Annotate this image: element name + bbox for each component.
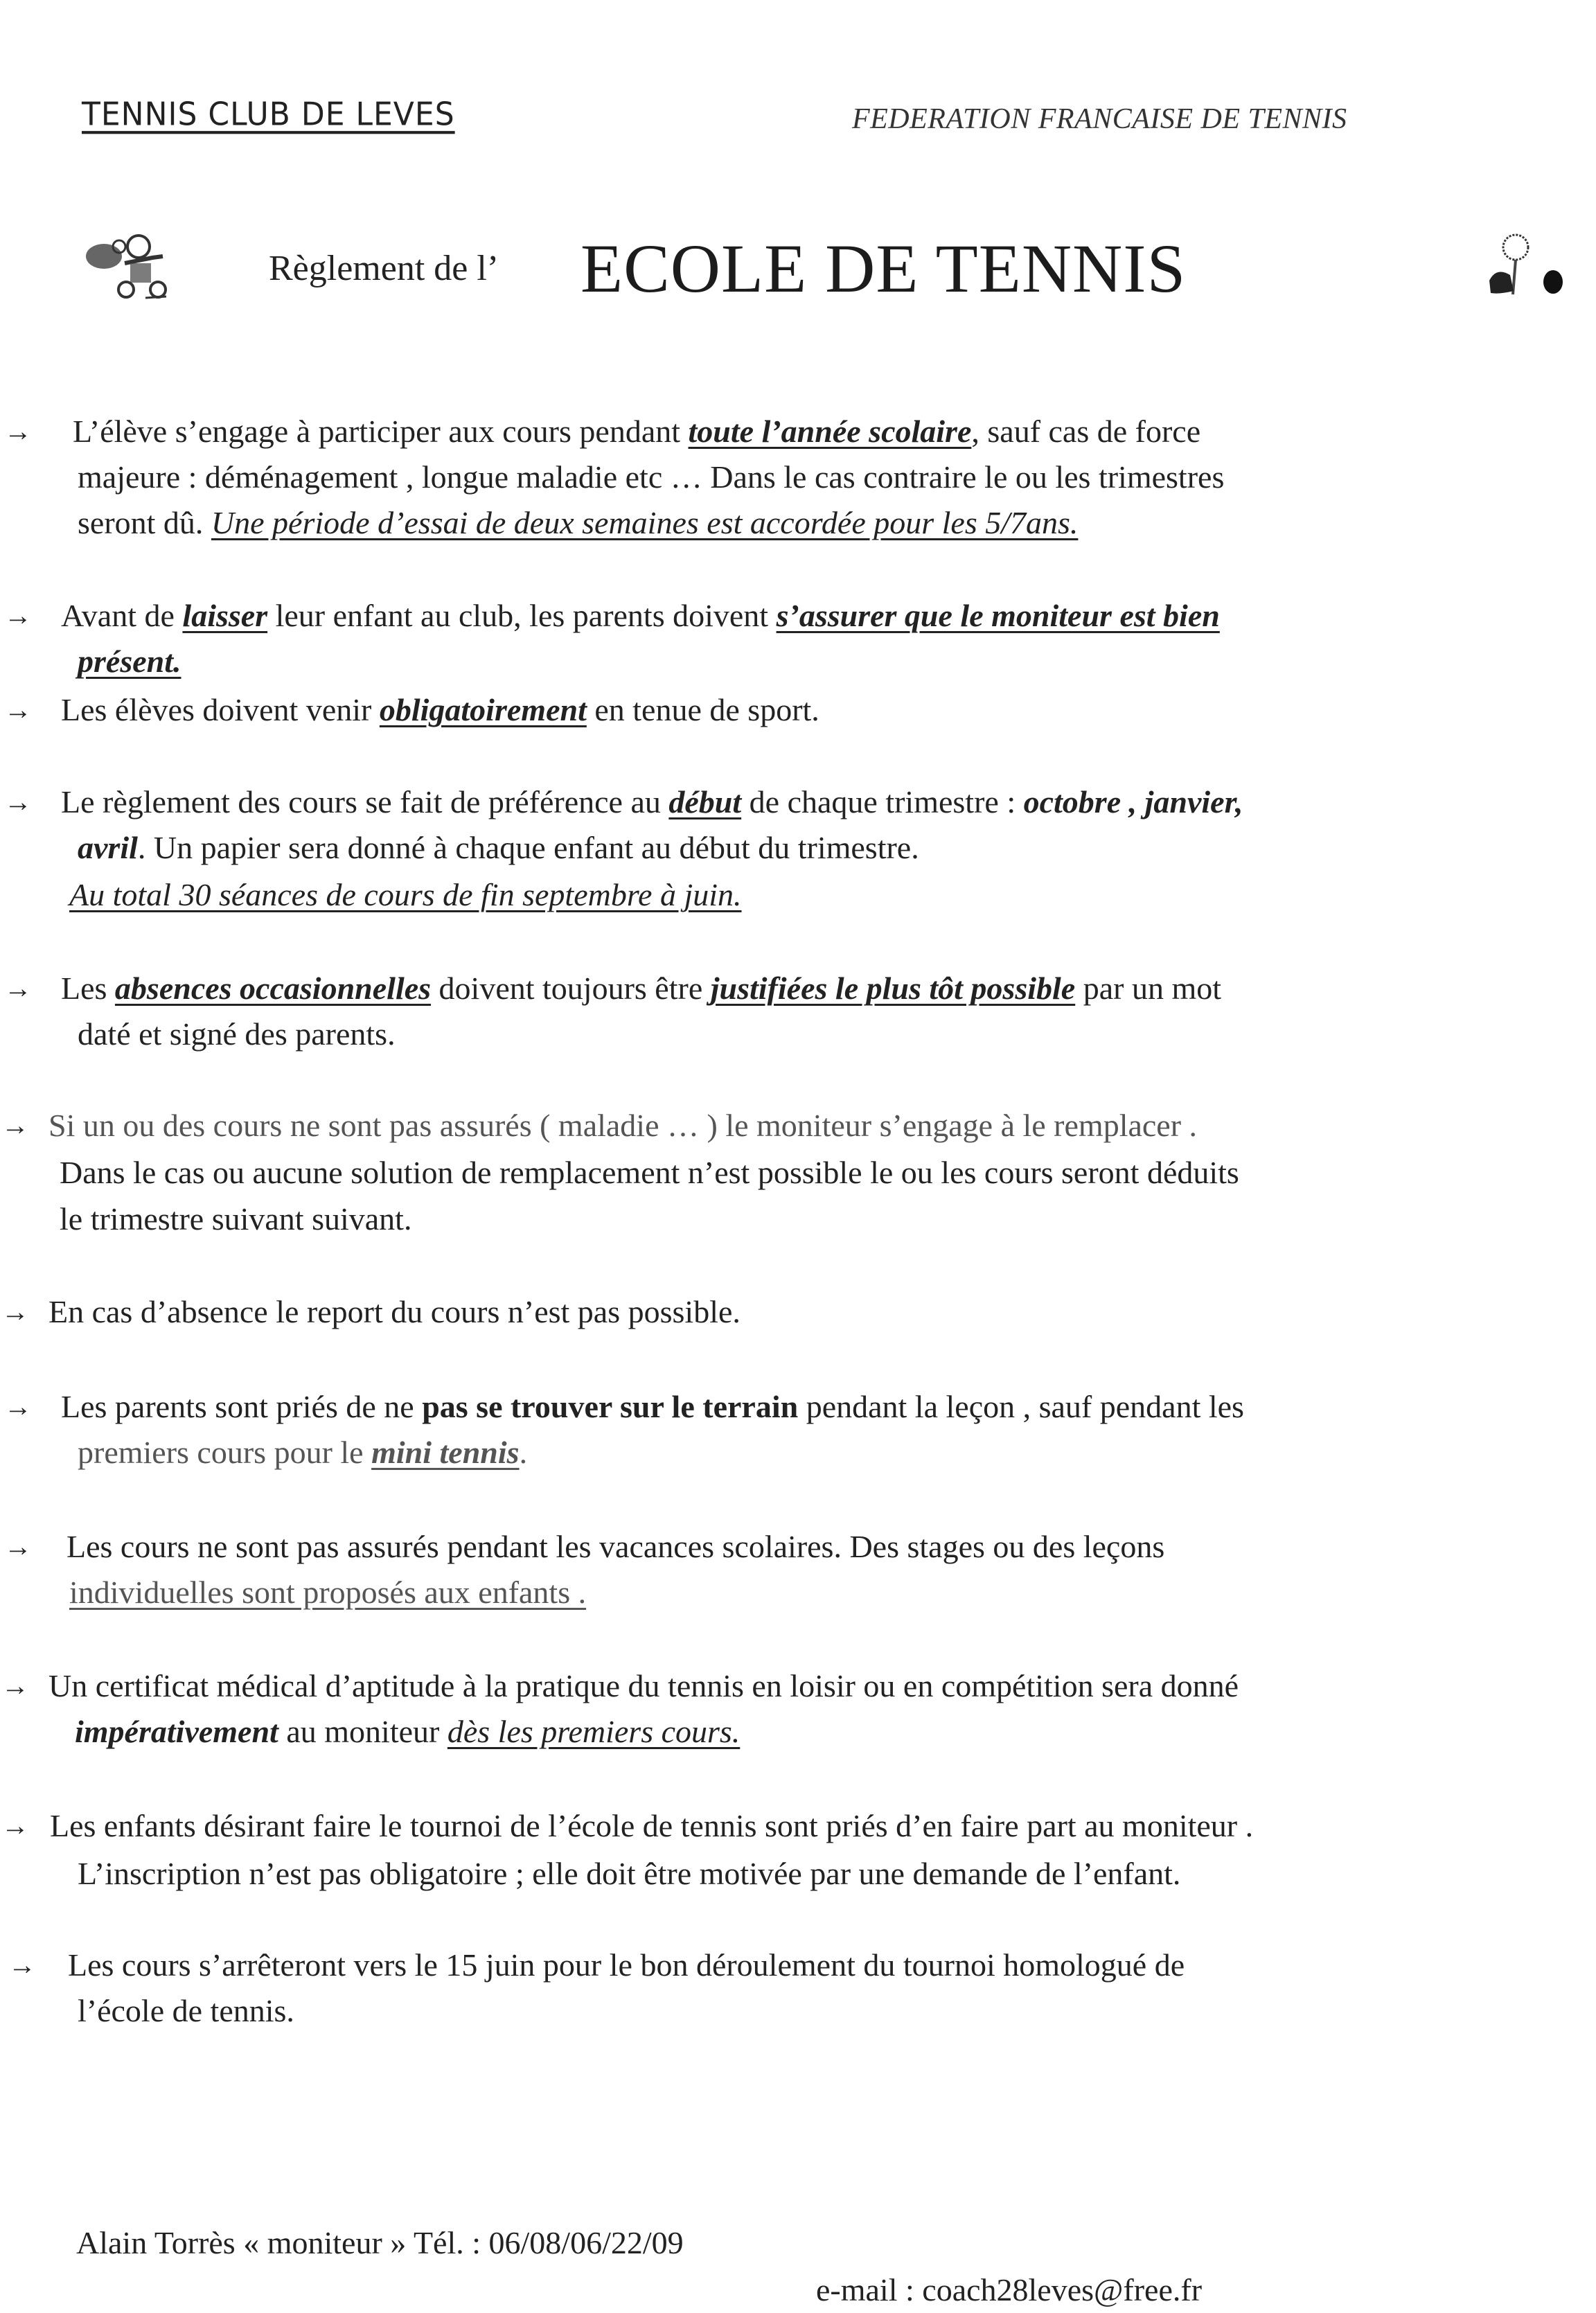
trial-period-note: Une période d’essai de deux semaines est accordée pour les 5/7ans. [211,505,1079,540]
rule-2-line-1: Avant de laisser leur enfant au club, les parents doivent s’assurer que le moniteur est bien [61,598,1220,633]
instructor-email[interactable]: e-mail : coach28leves@free.fr [816,2272,1203,2307]
arrow-icon: → [4,416,32,447]
arrow-icon: → [4,600,32,631]
rule-5-line-2: daté et signé des parents. [78,1016,396,1052]
federation-name: FEDERATION FRANCAISE DE TENNIS [852,103,1347,135]
club-name: TENNIS CLUB DE LEVES [82,96,455,134]
arrow-icon: → [1,1810,29,1841]
rule-6-line-1: Si un ou des cours ne sont pas assurés ( maladie … ) le moniteur s’engage à le remplacer . [48,1108,1198,1143]
rule-6-line-2: Dans le cas ou aucune solution de remplacement n’est possible le ou les cours seront déduits [60,1155,1239,1190]
arrow-icon: → [4,694,32,725]
arrow-icon: → [4,786,32,817]
arrow-icon: → [4,1531,32,1562]
emphasis-text: toute l’année scolaire [688,414,972,449]
arrow-icon: → [4,973,32,1004]
rule-12-line-2: l’école de tennis. [78,1993,294,2028]
arrow-icon: → [1,1670,29,1701]
rule-8-line-2: premiers cours pour le mini tennis. [78,1435,528,1470]
rule-11-line-2: L’inscription n’est pas obligatoire ; elle doit être motivée par une demande de l’enfant. [78,1856,1181,1891]
rule-10-line-2: impérativement au moniteur dès les premiers cours. [75,1714,741,1749]
rule-1-line-1: L’élève s’engage à participer aux cours pendant toute l’année scolaire, sauf cas de force [73,414,1201,449]
tennis-ball-racket-icon [1482,232,1572,301]
rule-1-line-3: seront dû. Une période d’essai de deux semaines est accordée pour les 5/7ans. [78,505,1079,540]
rule-9-line-2: individuelles sont proposés aux enfants . [69,1575,587,1610]
arrow-icon: → [1,1296,29,1327]
title-prefix: Règlement de l’ [269,249,499,288]
rule-4-line-2: avril. Un papier sera donné à chaque enfant au début du trimestre. [78,830,919,865]
arrow-icon: → [1,1110,29,1141]
rule-10-line-1: Un certificat médical d’aptitude à la pratique du tennis en loisir ou en compétition sera donné [48,1668,1239,1703]
instructor-contact: Alain Torrès « moniteur » Tél. : 06/08/06/22/09 [76,2225,684,2260]
rule-12-line-1: Les cours s’arrêteront vers le 15 juin pour le bon déroulement du tournoi homologué de [68,1947,1185,1983]
arrow-icon: → [4,1391,32,1422]
rule-9-line-1: Les cours ne sont pas assurés pendant les vacances scolaires. Des stages ou des leçons [66,1529,1165,1564]
rule-11-line-1: Les enfants désirant faire le tournoi de l’école de tennis sont priés d’en faire part au moniteur . [50,1808,1254,1843]
rule-4-line-3: Au total 30 séances de cours de fin septembre à juin. [69,877,742,912]
arrow-icon: → [8,1949,36,1980]
tennis-player-cartoon-icon [76,229,180,305]
page-title: ECOLE DE TENNIS [580,230,1187,307]
rule-8-line-1: Les parents sont priés de ne pas se trouver sur le terrain pendant la leçon , sauf pendant les [61,1389,1244,1424]
rule-7-line-1: En cas d’absence le report du cours n’est pas possible. [48,1294,741,1329]
rule-4-line-1: Le règlement des cours se fait de préférence au début de chaque trimestre : octobre , janvier, [61,784,1243,819]
rule-3-line-1: Les élèves doivent venir obligatoirement en tenue de sport. [61,692,819,727]
rule-1-line-2: majeure : déménagement , longue maladie etc … Dans le cas contraire le ou les trimestres [78,459,1225,495]
rule-5-line-1: Les absences occasionnelles doivent toujours être justifiées le plus tôt possible par un mot [61,971,1222,1006]
rule-2-line-2: présent. [78,644,181,679]
rule-6-line-3: le trimestre suivant suivant. [60,1201,412,1237]
